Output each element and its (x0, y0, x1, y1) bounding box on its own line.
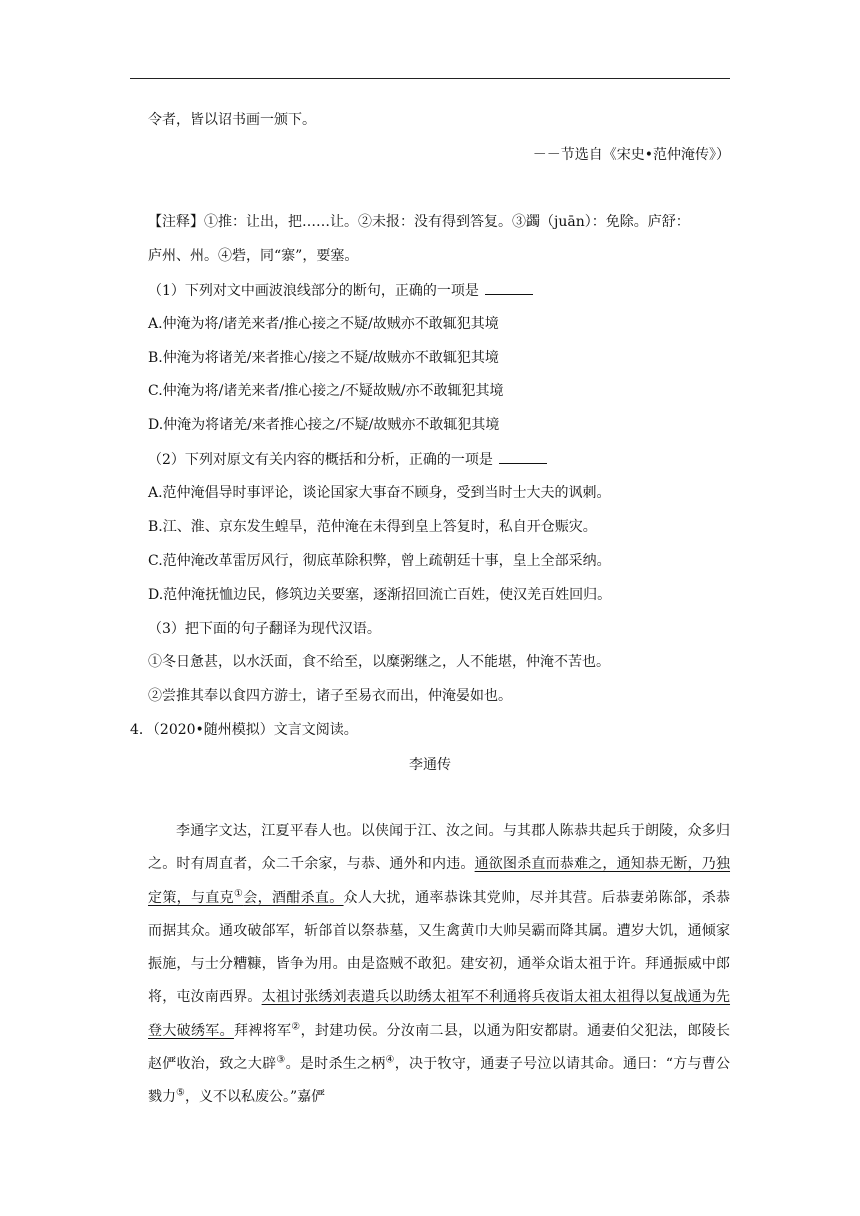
q1-option-d: D.仲淹为将诸羌/来者推心接之/不疑/故贼亦不敢辄犯其境 (148, 417, 500, 433)
underlined-sentence-2: 太祖讨张绣刘表遣兵以助绣太祖军不利通将兵夜诣太祖太祖得以复战通为先登大破绣军。 (148, 989, 731, 1039)
q2-option-a: A.范仲淹倡导时事评论，谈论国家大事奋不顾身，受到当时士大夫的讽刺。 (148, 485, 611, 501)
passage-text-b: 众人大扰，通率恭诛其党帅，尽并其营。后恭妻弟陈郃，杀恭而据其众。通攻破郃军，斩郃首以祭恭墓，又生禽黄巾大帅吴霸而降其属。遭岁大饥，通倾家振施，与士分糟糠，皆争为用。由是盗贼不敢犯。建安初，通举众诣太祖于许。拜通振威中郎将，屯汝南西界。 (148, 889, 731, 1006)
q1-stem-text: （1）下列对文中画波浪线部分的断句，正确的一项是 (148, 283, 479, 299)
note-marker-3: ③ (276, 1054, 286, 1066)
q1-option-b: B.仲淹为将诸羌/来者推心/接之不疑/故贼亦不敢辄犯其境 (148, 350, 499, 366)
q1-stem (148, 280, 533, 301)
underlined-text-1b: 会，酒酣杀直。 (243, 889, 344, 906)
q1-option-c: C.仲淹为将/诸羌来者/推心接之/不疑故贼/亦不敢辄犯其境 (148, 383, 504, 399)
q2-option-d: D.范仲淹抚恤边民，修筑边关要塞，逐渐招回流亡百姓，使汉羌百姓回归。 (148, 587, 612, 603)
q2-stem-text: （2）下列对原文有关内容的概括和分析，正确的一项是 (148, 452, 493, 468)
q3-stem: （3）把下面的句子翻译为现代汉语。 (148, 621, 381, 637)
q1-option-a: A.仲淹为将/诸羌来者/推心接之不疑/故贼亦不敢辄犯其境 (148, 316, 499, 332)
notes-line-2: 庐州、州。④砦，同“寨”，要塞。 (148, 248, 359, 264)
q1-answer-blank[interactable] (485, 280, 533, 295)
continuation-text: 令者，皆以诏书画一颁下。 (148, 112, 316, 128)
header-rule (130, 78, 730, 79)
passage-text-d: ，封建功侯。分汝南二县，以通为阳安都尉。通妻伯父犯法，郎陵长赵俨收治，致之大辟 (148, 1022, 731, 1073)
q2-answer-blank[interactable] (499, 449, 547, 464)
underlined-text-1a: 通欲图杀直而恭难之，通知恭无断，乃独定策，与直克 (148, 856, 731, 906)
passage-title: 李通传 (409, 757, 451, 773)
q3-sentence-1: ①冬日惫甚，以水沃面，食不给至，以糜粥继之，人不能堪，仲淹不苦也。 (148, 654, 610, 670)
passage-text-c: 拜裨将军 (233, 1022, 292, 1039)
q2-option-b: B.江、淮、京东发生蝗旱，范仲淹在未得到皇上答复时，私自开仓赈灾。 (148, 519, 597, 535)
notes-line-1: 【注释】①推：让出，把……让。②未报：没有得到答复。③蠲（juān）：免除。庐舒： (148, 214, 690, 230)
note-marker-1: ① (233, 887, 244, 899)
note-marker-5: ⑤ (176, 1087, 185, 1099)
q3-sentence-2: ②尝推其奉以食四方游士，诸子至易衣而出，仲淹晏如也。 (148, 688, 512, 704)
source-citation: －－节选自《宋史•范仲淹传》） (532, 147, 730, 163)
q4-header: 4．（2020•随州模拟）文言文阅读。 (130, 722, 358, 738)
passage-body (148, 815, 730, 1115)
note-marker-2: ② (291, 1021, 301, 1033)
passage-text-e: 。是时杀生之柄 (285, 1056, 386, 1073)
note-marker-4: ④ (385, 1054, 395, 1066)
q2-option-c: C.范仲淹改革雷厉风行，彻底革除积弊，曾上疏朝廷十事，皇上全部采纳。 (148, 553, 611, 569)
passage-text-a: 李通字文达，江夏平春人也。以侠闻于江、汝之间。与其郡人陈恭共起兵于朗陵，众多归之。时有周直者，众二千余家，与恭、通外和内违。 (148, 823, 730, 873)
q2-stem (148, 449, 547, 470)
passage-text-f: ，决于牧守，通妻子号泣以请其命。通曰：“方与曹公戮力 (148, 1056, 731, 1106)
passage-text-g: ，义不以私废公。”嘉俨 (184, 1089, 326, 1106)
